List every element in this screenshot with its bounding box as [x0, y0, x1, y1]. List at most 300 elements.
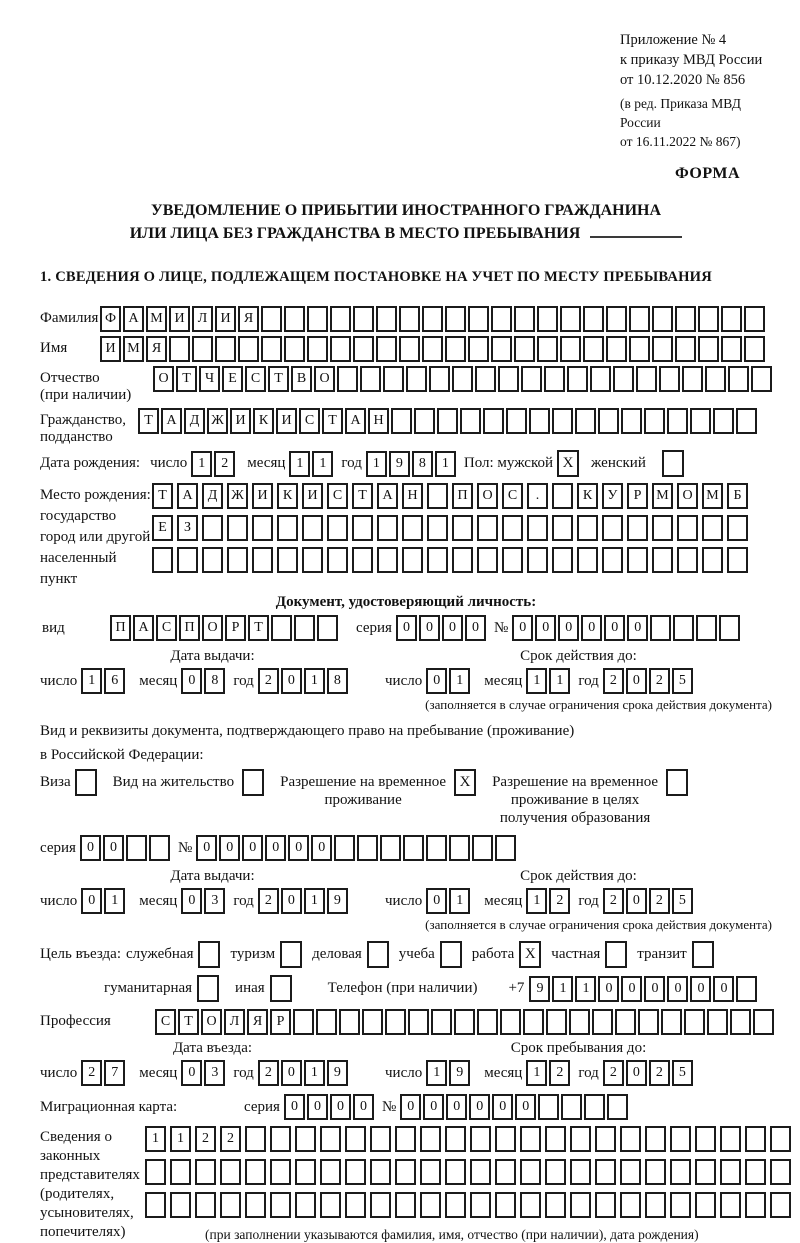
- char-cell[interactable]: [470, 1192, 491, 1218]
- char-cell[interactable]: [577, 547, 598, 573]
- char-cell[interactable]: 5: [672, 1060, 693, 1086]
- char-cell[interactable]: [744, 306, 765, 332]
- char-cell[interactable]: [445, 306, 466, 332]
- char-cell[interactable]: [560, 306, 581, 332]
- char-cell[interactable]: Д: [202, 483, 223, 509]
- char-cell[interactable]: 1: [426, 1060, 447, 1086]
- char-cell[interactable]: Т: [178, 1009, 199, 1035]
- char-cell[interactable]: А: [177, 483, 198, 509]
- char-cell[interactable]: Н: [402, 483, 423, 509]
- char-cell[interactable]: О: [201, 1009, 222, 1035]
- char-cell[interactable]: [552, 483, 573, 509]
- char-cell[interactable]: [527, 515, 548, 541]
- char-cell[interactable]: [245, 1126, 266, 1152]
- char-cell[interactable]: 2: [549, 1060, 570, 1086]
- char-cell[interactable]: [677, 515, 698, 541]
- char-cell[interactable]: 2: [220, 1126, 241, 1152]
- char-cell[interactable]: [584, 1094, 605, 1120]
- char-cell[interactable]: [302, 515, 323, 541]
- char-cell[interactable]: [544, 366, 565, 392]
- char-cell[interactable]: 0: [446, 1094, 467, 1120]
- char-cell[interactable]: 0: [644, 976, 665, 1002]
- char-cell[interactable]: [567, 366, 588, 392]
- char-cell[interactable]: [270, 1192, 291, 1218]
- char-cell[interactable]: 0: [396, 615, 417, 641]
- char-cell[interactable]: [520, 1192, 541, 1218]
- char-cell[interactable]: 0: [281, 668, 302, 694]
- char-cell[interactable]: 2: [603, 668, 624, 694]
- char-cell[interactable]: 5: [672, 888, 693, 914]
- char-cell[interactable]: 0: [626, 888, 647, 914]
- char-cell[interactable]: И: [252, 483, 273, 509]
- char-cell[interactable]: 2: [603, 888, 624, 914]
- char-cell[interactable]: О: [477, 483, 498, 509]
- char-cell[interactable]: [545, 1126, 566, 1152]
- char-cell[interactable]: 0: [426, 888, 447, 914]
- char-cell[interactable]: [431, 1009, 452, 1035]
- char-cell[interactable]: [606, 306, 627, 332]
- char-cell[interactable]: [673, 615, 694, 641]
- char-cell[interactable]: П: [110, 615, 131, 641]
- char-cell[interactable]: [317, 615, 338, 641]
- char-cell[interactable]: 9: [449, 1060, 470, 1086]
- char-cell[interactable]: [327, 547, 348, 573]
- char-cell[interactable]: [414, 408, 435, 434]
- char-cell[interactable]: В: [291, 366, 312, 392]
- char-cell[interactable]: [475, 366, 496, 392]
- char-cell[interactable]: [721, 336, 742, 362]
- char-cell[interactable]: [252, 547, 273, 573]
- char-cell[interactable]: [429, 366, 450, 392]
- char-cell[interactable]: 8: [327, 668, 348, 694]
- char-cell[interactable]: [613, 366, 634, 392]
- char-cell[interactable]: [606, 336, 627, 362]
- char-cell[interactable]: [330, 336, 351, 362]
- char-cell[interactable]: [370, 1192, 391, 1218]
- char-cell[interactable]: [284, 306, 305, 332]
- char-cell[interactable]: Л: [224, 1009, 245, 1035]
- char-cell[interactable]: 0: [535, 615, 556, 641]
- char-cell[interactable]: 0: [667, 976, 688, 1002]
- char-cell[interactable]: [227, 547, 248, 573]
- purpose-other-checkbox[interactable]: [270, 975, 292, 1002]
- purpose-transit-checkbox[interactable]: [692, 941, 714, 968]
- char-cell[interactable]: М: [702, 483, 723, 509]
- char-cell[interactable]: [677, 547, 698, 573]
- char-cell[interactable]: [491, 306, 512, 332]
- char-cell[interactable]: 1: [145, 1126, 166, 1152]
- char-cell[interactable]: К: [253, 408, 274, 434]
- char-cell[interactable]: [345, 1192, 366, 1218]
- char-cell[interactable]: [422, 306, 443, 332]
- char-cell[interactable]: [736, 976, 757, 1002]
- temporary-residence-checkbox[interactable]: X: [454, 769, 476, 796]
- char-cell[interactable]: 1: [366, 451, 387, 477]
- char-cell[interactable]: К: [577, 483, 598, 509]
- char-cell[interactable]: [169, 336, 190, 362]
- char-cell[interactable]: [590, 366, 611, 392]
- char-cell[interactable]: 0: [690, 976, 711, 1002]
- char-cell[interactable]: [422, 336, 443, 362]
- char-cell[interactable]: 2: [81, 1060, 102, 1086]
- char-cell[interactable]: [271, 615, 292, 641]
- char-cell[interactable]: [577, 515, 598, 541]
- char-cell[interactable]: 1: [449, 668, 470, 694]
- char-cell[interactable]: 0: [242, 835, 263, 861]
- char-cell[interactable]: [483, 408, 504, 434]
- char-cell[interactable]: [652, 336, 673, 362]
- char-cell[interactable]: [370, 1126, 391, 1152]
- char-cell[interactable]: [295, 1126, 316, 1152]
- char-cell[interactable]: [744, 336, 765, 362]
- char-cell[interactable]: [592, 1009, 613, 1035]
- char-cell[interactable]: [177, 547, 198, 573]
- char-cell[interactable]: [670, 1192, 691, 1218]
- char-cell[interactable]: [270, 1126, 291, 1152]
- char-cell[interactable]: 0: [442, 615, 463, 641]
- char-cell[interactable]: Я: [238, 306, 259, 332]
- char-cell[interactable]: П: [179, 615, 200, 641]
- char-cell[interactable]: [552, 547, 573, 573]
- char-cell[interactable]: [721, 306, 742, 332]
- char-cell[interactable]: [495, 1192, 516, 1218]
- char-cell[interactable]: [523, 1009, 544, 1035]
- char-cell[interactable]: [546, 1009, 567, 1035]
- char-cell[interactable]: 2: [649, 668, 670, 694]
- char-cell[interactable]: [652, 547, 673, 573]
- char-cell[interactable]: М: [652, 483, 673, 509]
- char-cell[interactable]: Р: [270, 1009, 291, 1035]
- char-cell[interactable]: 0: [465, 615, 486, 641]
- char-cell[interactable]: [575, 408, 596, 434]
- char-cell[interactable]: [316, 1009, 337, 1035]
- visa-checkbox[interactable]: [75, 769, 97, 796]
- char-cell[interactable]: [598, 408, 619, 434]
- char-cell[interactable]: [238, 336, 259, 362]
- char-cell[interactable]: О: [202, 615, 223, 641]
- char-cell[interactable]: [730, 1009, 751, 1035]
- char-cell[interactable]: И: [302, 483, 323, 509]
- char-cell[interactable]: [607, 1094, 628, 1120]
- char-cell[interactable]: 3: [204, 1060, 225, 1086]
- char-cell[interactable]: [537, 306, 558, 332]
- char-cell[interactable]: [427, 483, 448, 509]
- char-cell[interactable]: [659, 366, 680, 392]
- char-cell[interactable]: С: [299, 408, 320, 434]
- char-cell[interactable]: И: [100, 336, 121, 362]
- char-cell[interactable]: 1: [526, 1060, 547, 1086]
- char-cell[interactable]: [495, 1126, 516, 1152]
- char-cell[interactable]: И: [169, 306, 190, 332]
- char-cell[interactable]: [395, 1126, 416, 1152]
- char-cell[interactable]: [377, 515, 398, 541]
- char-cell[interactable]: [644, 408, 665, 434]
- char-cell[interactable]: [437, 408, 458, 434]
- char-cell[interactable]: [569, 1009, 590, 1035]
- char-cell[interactable]: А: [345, 408, 366, 434]
- char-cell[interactable]: 0: [103, 835, 124, 861]
- char-cell[interactable]: [302, 547, 323, 573]
- char-cell[interactable]: Б: [727, 483, 748, 509]
- char-cell[interactable]: С: [245, 366, 266, 392]
- char-cell[interactable]: 0: [621, 976, 642, 1002]
- sex-male-checkbox[interactable]: X: [557, 450, 579, 477]
- char-cell[interactable]: [215, 336, 236, 362]
- char-cell[interactable]: 0: [330, 1094, 351, 1120]
- char-cell[interactable]: [727, 515, 748, 541]
- char-cell[interactable]: [445, 1126, 466, 1152]
- char-cell[interactable]: [360, 366, 381, 392]
- char-cell[interactable]: [514, 336, 535, 362]
- char-cell[interactable]: 1: [552, 976, 573, 1002]
- char-cell[interactable]: [406, 366, 427, 392]
- char-cell[interactable]: [427, 515, 448, 541]
- char-cell[interactable]: [452, 547, 473, 573]
- char-cell[interactable]: [352, 547, 373, 573]
- char-cell[interactable]: [376, 306, 397, 332]
- char-cell[interactable]: 0: [288, 835, 309, 861]
- char-cell[interactable]: [520, 1126, 541, 1152]
- char-cell[interactable]: Т: [322, 408, 343, 434]
- char-cell[interactable]: [202, 515, 223, 541]
- char-cell[interactable]: [408, 1009, 429, 1035]
- char-cell[interactable]: [427, 547, 448, 573]
- char-cell[interactable]: [720, 1192, 741, 1218]
- residence-permit-checkbox[interactable]: [242, 769, 264, 796]
- char-cell[interactable]: З: [177, 515, 198, 541]
- char-cell[interactable]: [449, 835, 470, 861]
- char-cell[interactable]: 0: [181, 1060, 202, 1086]
- char-cell[interactable]: [460, 408, 481, 434]
- purpose-tourism-checkbox[interactable]: [280, 941, 302, 968]
- char-cell[interactable]: Т: [152, 483, 173, 509]
- char-cell[interactable]: [695, 1192, 716, 1218]
- char-cell[interactable]: 0: [626, 668, 647, 694]
- char-cell[interactable]: 0: [713, 976, 734, 1002]
- char-cell[interactable]: А: [377, 483, 398, 509]
- char-cell[interactable]: К: [277, 483, 298, 509]
- char-cell[interactable]: [682, 366, 703, 392]
- char-cell[interactable]: Д: [184, 408, 205, 434]
- char-cell[interactable]: 0: [265, 835, 286, 861]
- char-cell[interactable]: 0: [307, 1094, 328, 1120]
- char-cell[interactable]: [477, 1009, 498, 1035]
- char-cell[interactable]: [753, 1009, 774, 1035]
- purpose-humanitarian-checkbox[interactable]: [197, 975, 219, 1002]
- char-cell[interactable]: [502, 515, 523, 541]
- char-cell[interactable]: 2: [258, 1060, 279, 1086]
- char-cell[interactable]: [707, 1009, 728, 1035]
- char-cell[interactable]: 0: [492, 1094, 513, 1120]
- char-cell[interactable]: Р: [627, 483, 648, 509]
- char-cell[interactable]: 1: [191, 451, 212, 477]
- char-cell[interactable]: [583, 336, 604, 362]
- char-cell[interactable]: [506, 408, 527, 434]
- char-cell[interactable]: [667, 408, 688, 434]
- char-cell[interactable]: 0: [80, 835, 101, 861]
- char-cell[interactable]: П: [452, 483, 473, 509]
- char-cell[interactable]: Т: [176, 366, 197, 392]
- char-cell[interactable]: [650, 615, 671, 641]
- char-cell[interactable]: 2: [649, 888, 670, 914]
- char-cell[interactable]: 1: [435, 451, 456, 477]
- char-cell[interactable]: [145, 1192, 166, 1218]
- char-cell[interactable]: [636, 366, 657, 392]
- char-cell[interactable]: [745, 1126, 766, 1152]
- char-cell[interactable]: [638, 1009, 659, 1035]
- char-cell[interactable]: 0: [627, 615, 648, 641]
- char-cell[interactable]: [402, 547, 423, 573]
- char-cell[interactable]: [362, 1009, 383, 1035]
- char-cell[interactable]: С: [327, 483, 348, 509]
- char-cell[interactable]: [395, 1192, 416, 1218]
- char-cell[interactable]: 1: [81, 668, 102, 694]
- char-cell[interactable]: [620, 1126, 641, 1152]
- char-cell[interactable]: 1: [289, 451, 310, 477]
- char-cell[interactable]: [727, 547, 748, 573]
- char-cell[interactable]: [500, 1009, 521, 1035]
- char-cell[interactable]: [745, 1192, 766, 1218]
- char-cell[interactable]: [294, 615, 315, 641]
- char-cell[interactable]: 7: [104, 1060, 125, 1086]
- char-cell[interactable]: [452, 366, 473, 392]
- char-cell[interactable]: 9: [327, 1060, 348, 1086]
- char-cell[interactable]: [152, 547, 173, 573]
- char-cell[interactable]: С: [156, 615, 177, 641]
- char-cell[interactable]: 0: [515, 1094, 536, 1120]
- char-cell[interactable]: [383, 366, 404, 392]
- char-cell[interactable]: [514, 306, 535, 332]
- char-cell[interactable]: [320, 1192, 341, 1218]
- char-cell[interactable]: [284, 336, 305, 362]
- char-cell[interactable]: Ч: [199, 366, 220, 392]
- char-cell[interactable]: [277, 515, 298, 541]
- char-cell[interactable]: 5: [672, 668, 693, 694]
- char-cell[interactable]: Р: [225, 615, 246, 641]
- char-cell[interactable]: [353, 336, 374, 362]
- char-cell[interactable]: 0: [353, 1094, 374, 1120]
- char-cell[interactable]: 9: [529, 976, 550, 1002]
- char-cell[interactable]: [629, 336, 650, 362]
- char-cell[interactable]: [675, 336, 696, 362]
- char-cell[interactable]: [445, 1192, 466, 1218]
- char-cell[interactable]: [560, 336, 581, 362]
- purpose-private-checkbox[interactable]: [605, 941, 627, 968]
- char-cell[interactable]: 0: [81, 888, 102, 914]
- char-cell[interactable]: [170, 1192, 191, 1218]
- char-cell[interactable]: 6: [104, 668, 125, 694]
- purpose-official-checkbox[interactable]: [198, 941, 220, 968]
- char-cell[interactable]: [751, 366, 772, 392]
- char-cell[interactable]: Т: [352, 483, 373, 509]
- char-cell[interactable]: 0: [469, 1094, 490, 1120]
- char-cell[interactable]: [728, 366, 749, 392]
- char-cell[interactable]: С: [155, 1009, 176, 1035]
- char-cell[interactable]: [652, 306, 673, 332]
- char-cell[interactable]: 0: [196, 835, 217, 861]
- char-cell[interactable]: [293, 1009, 314, 1035]
- char-cell[interactable]: [352, 515, 373, 541]
- char-cell[interactable]: Е: [152, 515, 173, 541]
- char-cell[interactable]: [645, 1192, 666, 1218]
- char-cell[interactable]: [621, 408, 642, 434]
- char-cell[interactable]: 1: [575, 976, 596, 1002]
- char-cell[interactable]: [620, 1192, 641, 1218]
- char-cell[interactable]: [320, 1126, 341, 1152]
- char-cell[interactable]: [391, 408, 412, 434]
- char-cell[interactable]: [698, 306, 719, 332]
- char-cell[interactable]: 0: [181, 668, 202, 694]
- char-cell[interactable]: [227, 515, 248, 541]
- char-cell[interactable]: [385, 1009, 406, 1035]
- char-cell[interactable]: 0: [281, 1060, 302, 1086]
- char-cell[interactable]: [353, 306, 374, 332]
- char-cell[interactable]: [720, 1126, 741, 1152]
- char-cell[interactable]: [277, 547, 298, 573]
- char-cell[interactable]: А: [133, 615, 154, 641]
- char-cell[interactable]: [695, 1126, 716, 1152]
- char-cell[interactable]: Т: [248, 615, 269, 641]
- char-cell[interactable]: 8: [204, 668, 225, 694]
- char-cell[interactable]: [261, 306, 282, 332]
- char-cell[interactable]: [376, 336, 397, 362]
- char-cell[interactable]: [719, 615, 740, 641]
- char-cell[interactable]: [468, 336, 489, 362]
- char-cell[interactable]: .: [527, 483, 548, 509]
- char-cell[interactable]: 2: [549, 888, 570, 914]
- char-cell[interactable]: [705, 366, 726, 392]
- char-cell[interactable]: [561, 1094, 582, 1120]
- char-cell[interactable]: [702, 515, 723, 541]
- char-cell[interactable]: [420, 1192, 441, 1218]
- char-cell[interactable]: [736, 408, 757, 434]
- sex-female-checkbox[interactable]: [662, 450, 684, 477]
- char-cell[interactable]: И: [276, 408, 297, 434]
- char-cell[interactable]: [195, 1192, 216, 1218]
- char-cell[interactable]: И: [215, 306, 236, 332]
- char-cell[interactable]: [521, 366, 542, 392]
- char-cell[interactable]: [380, 835, 401, 861]
- char-cell[interactable]: 1: [449, 888, 470, 914]
- char-cell[interactable]: [261, 336, 282, 362]
- char-cell[interactable]: [220, 1192, 241, 1218]
- char-cell[interactable]: [702, 547, 723, 573]
- char-cell[interactable]: [645, 1126, 666, 1152]
- char-cell[interactable]: [477, 547, 498, 573]
- purpose-business-checkbox[interactable]: [367, 941, 389, 968]
- char-cell[interactable]: 1: [304, 668, 325, 694]
- char-cell[interactable]: [595, 1192, 616, 1218]
- char-cell[interactable]: 9: [389, 451, 410, 477]
- char-cell[interactable]: [345, 1126, 366, 1152]
- char-cell[interactable]: 8: [412, 451, 433, 477]
- char-cell[interactable]: [552, 408, 573, 434]
- char-cell[interactable]: Е: [222, 366, 243, 392]
- char-cell[interactable]: [570, 1126, 591, 1152]
- char-cell[interactable]: [357, 835, 378, 861]
- char-cell[interactable]: 0: [284, 1094, 305, 1120]
- char-cell[interactable]: [502, 547, 523, 573]
- char-cell[interactable]: 0: [400, 1094, 421, 1120]
- char-cell[interactable]: 0: [181, 888, 202, 914]
- char-cell[interactable]: [307, 306, 328, 332]
- char-cell[interactable]: 2: [258, 888, 279, 914]
- char-cell[interactable]: О: [677, 483, 698, 509]
- char-cell[interactable]: [770, 1192, 791, 1218]
- char-cell[interactable]: [615, 1009, 636, 1035]
- char-cell[interactable]: [491, 336, 512, 362]
- char-cell[interactable]: [538, 1094, 559, 1120]
